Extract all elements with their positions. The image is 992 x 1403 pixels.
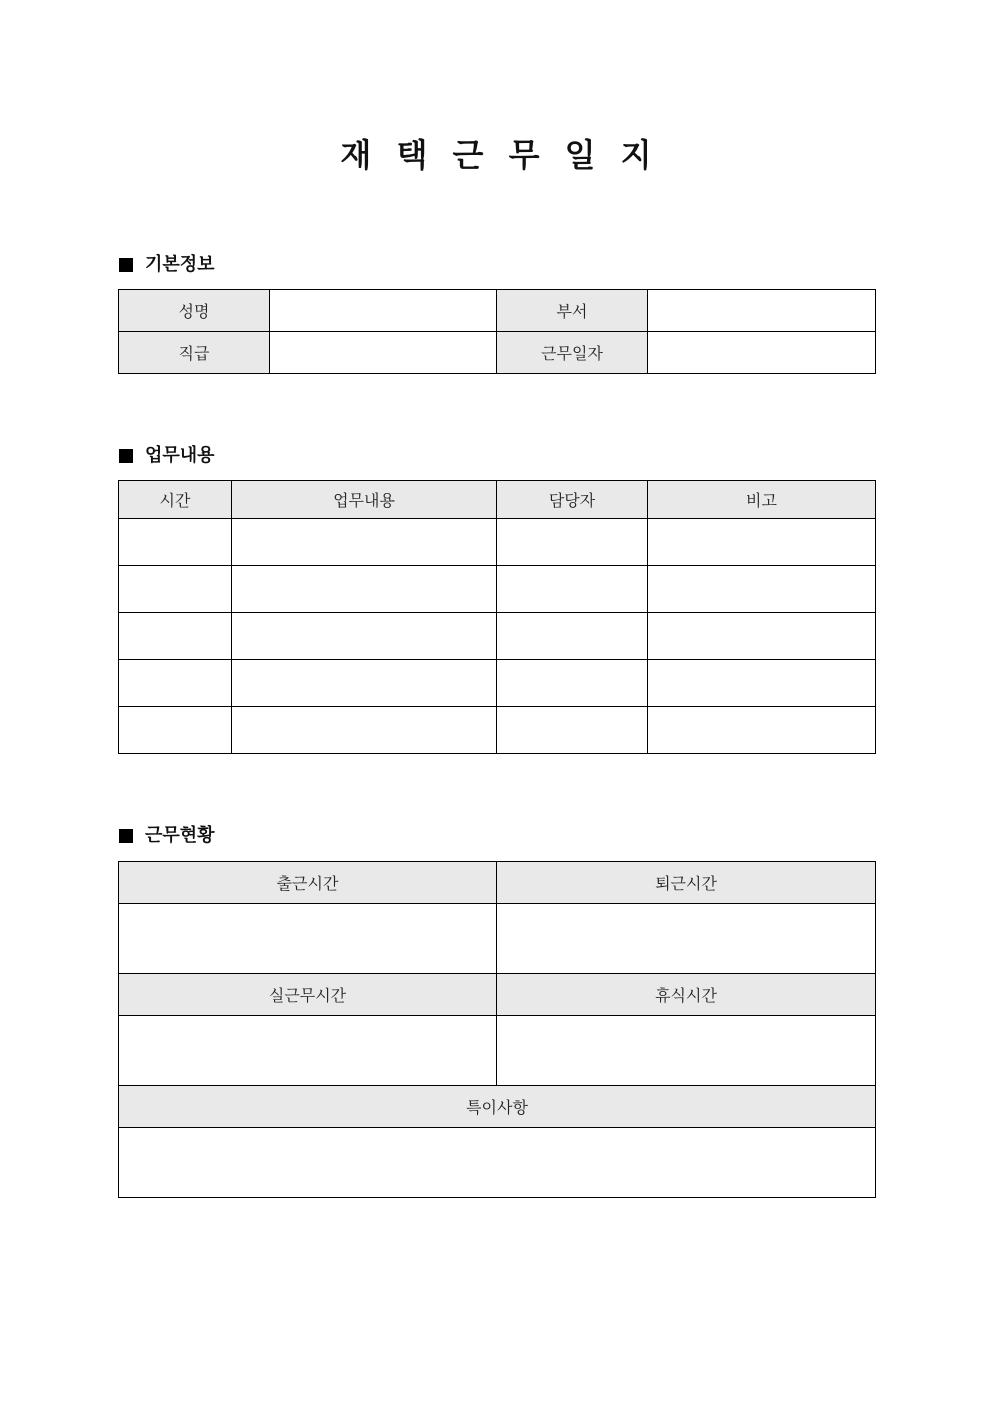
name-field[interactable] <box>270 290 497 332</box>
task-cell[interactable] <box>232 613 497 660</box>
assignee-cell[interactable] <box>497 519 648 566</box>
table-row <box>119 613 876 660</box>
section-heading-status <box>119 824 215 848</box>
remarks-cell[interactable] <box>648 519 876 566</box>
assignee-cell[interactable] <box>497 613 648 660</box>
section-heading-label: 기본정보 <box>145 254 215 275</box>
time-cell[interactable] <box>119 707 232 754</box>
table-row <box>119 1128 876 1198</box>
time-cell[interactable] <box>119 613 232 660</box>
work-date-label: 근무일자 <box>497 332 648 374</box>
work-date-field[interactable] <box>648 332 876 374</box>
table-row <box>119 1016 876 1086</box>
table-row <box>119 660 876 707</box>
assignee-cell[interactable] <box>497 707 648 754</box>
checkout-time-label: 퇴근시간 <box>497 862 876 904</box>
remarks-cell[interactable] <box>648 613 876 660</box>
task-cell[interactable] <box>232 566 497 613</box>
remarks-cell[interactable] <box>648 566 876 613</box>
section-heading-work <box>119 444 215 468</box>
column-header-task: 업무내용 <box>232 481 497 519</box>
task-cell[interactable] <box>232 519 497 566</box>
table-header-row <box>119 862 876 904</box>
column-header-assignee: 담당자 <box>497 481 648 519</box>
time-cell[interactable] <box>119 660 232 707</box>
task-cell[interactable] <box>232 707 497 754</box>
square-bullet-icon <box>119 829 133 843</box>
notes-field[interactable] <box>119 1128 876 1198</box>
position-field[interactable] <box>270 332 497 374</box>
work-table <box>118 480 876 754</box>
table-header-row <box>119 974 876 1016</box>
assignee-cell[interactable] <box>497 566 648 613</box>
table-row <box>119 290 876 332</box>
table-row <box>119 566 876 613</box>
table-header-row <box>119 1086 876 1128</box>
section-heading-basic-info <box>119 253 215 277</box>
checkin-time-label: 출근시간 <box>119 862 497 904</box>
assignee-cell[interactable] <box>497 660 648 707</box>
basic-info-table <box>118 289 876 374</box>
table-row <box>119 332 876 374</box>
checkin-time-field[interactable] <box>119 904 497 974</box>
table-row <box>119 519 876 566</box>
name-label: 성명 <box>119 290 270 332</box>
break-time-label: 휴식시간 <box>497 974 876 1016</box>
remarks-cell[interactable] <box>648 660 876 707</box>
department-label: 부서 <box>497 290 648 332</box>
table-row <box>119 904 876 974</box>
square-bullet-icon <box>119 258 133 272</box>
task-cell[interactable] <box>232 660 497 707</box>
break-time-field[interactable] <box>497 1016 876 1086</box>
time-cell[interactable] <box>119 519 232 566</box>
section-heading-label: 업무내용 <box>145 445 215 466</box>
column-header-remarks: 비고 <box>648 481 876 519</box>
position-label: 직급 <box>119 332 270 374</box>
notes-label: 특이사항 <box>119 1086 876 1128</box>
checkout-time-field[interactable] <box>497 904 876 974</box>
actual-work-time-label: 실근무시간 <box>119 974 497 1016</box>
table-row <box>119 707 876 754</box>
square-bullet-icon <box>119 449 133 463</box>
time-cell[interactable] <box>119 566 232 613</box>
department-field[interactable] <box>648 290 876 332</box>
column-header-time: 시간 <box>119 481 232 519</box>
status-table <box>118 861 876 1198</box>
remarks-cell[interactable] <box>648 707 876 754</box>
section-heading-label: 근무현황 <box>145 825 215 846</box>
table-header-row <box>119 481 876 519</box>
actual-work-time-field[interactable] <box>119 1016 497 1086</box>
page-title: 재 택 근 무 일 지 <box>340 136 652 174</box>
